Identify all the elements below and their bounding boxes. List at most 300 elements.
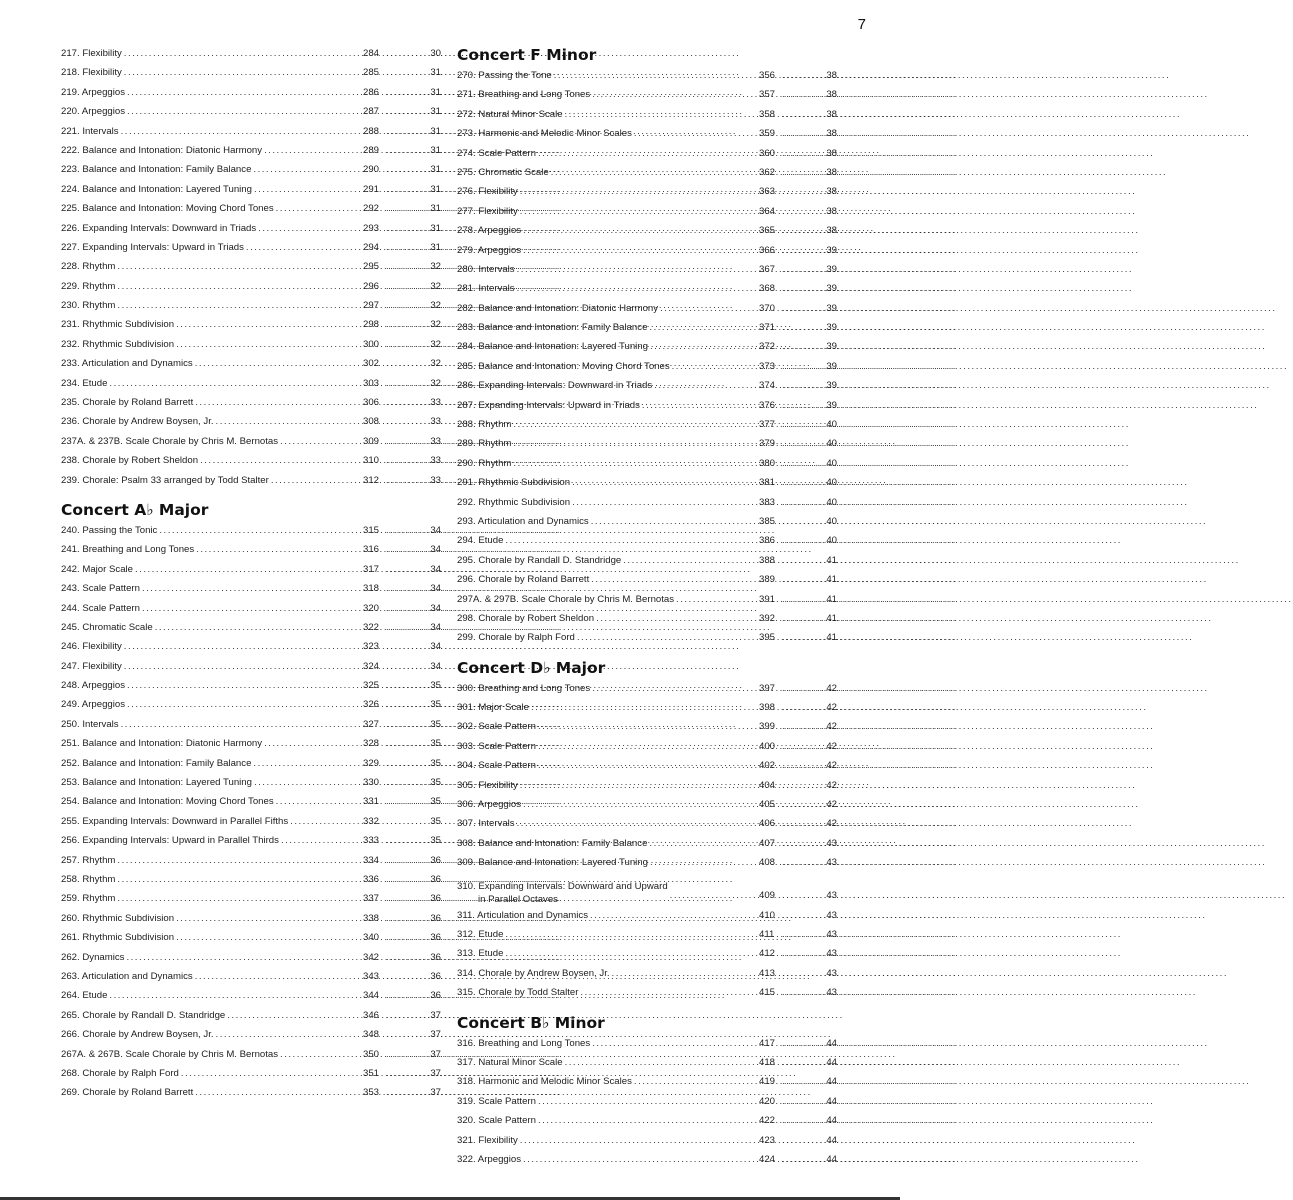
exercise-number: 346 [363, 1009, 380, 1021]
dot-leader [280, 1045, 361, 1064]
dot-leader [386, 1083, 428, 1102]
dot-leader [520, 182, 757, 201]
dot-leader [554, 66, 757, 85]
page-ref: 34 [430, 641, 441, 653]
toc-entry [61, 471, 441, 490]
page-ref: 41 [826, 554, 837, 566]
toc-entry [61, 676, 441, 695]
exercise-number: 308 [363, 416, 380, 428]
toc-entry [457, 1092, 837, 1111]
dot-leader [782, 609, 824, 628]
page-ref: 34 [430, 563, 441, 575]
entry-title: 315. Chorale by Todd Stalter [457, 987, 579, 999]
entry-title: 271. Breathing and Long Tones [457, 89, 591, 101]
toc-entry [61, 637, 441, 656]
dot-leader [386, 851, 428, 870]
entry-title-group [457, 163, 549, 182]
dot-leader [281, 831, 361, 850]
dot-leader [386, 695, 428, 714]
page-ref: 39 [826, 399, 837, 411]
dot-leader [782, 85, 824, 104]
entry-title-group [61, 1006, 225, 1025]
entry-title-group [457, 144, 536, 163]
exercise-number: 397 [759, 682, 776, 694]
page-ref: 36 [430, 932, 441, 944]
exercise-number: 353 [363, 1087, 380, 1099]
toc-entry [61, 560, 441, 579]
entry-title-group [457, 590, 674, 609]
page-ref: 35 [430, 777, 441, 789]
toc-entry [457, 1111, 837, 1130]
toc-entry [61, 374, 441, 393]
dot-leader [386, 393, 428, 412]
entry-title: 294. Etude [457, 535, 504, 547]
page-ref: 34 [430, 524, 441, 536]
page-ref: 38 [826, 166, 837, 178]
page-ref: 38 [826, 128, 837, 140]
entry-title: 237A. & 237B. Scale Chorale by Chris M. Bernotas [61, 435, 279, 447]
toc-entry [61, 773, 441, 792]
page-ref: 42 [826, 799, 837, 811]
page-ref: 31 [430, 67, 441, 79]
page-ref: 36 [430, 893, 441, 905]
page-ref: 36 [430, 912, 441, 924]
toc-entry [61, 354, 441, 373]
section-heading: Concert F Minor [457, 46, 597, 64]
entry-title-group [457, 880, 668, 906]
exercise-number: 373 [759, 360, 776, 372]
toc-entry [457, 925, 837, 944]
dot-leader [782, 679, 824, 698]
dot-leader [782, 163, 824, 182]
dot-leader [386, 160, 428, 179]
page-ref: 42 [826, 702, 837, 714]
entry-title: 267A. & 267B. Scale Chorale by Chris M. Bernotas [61, 1048, 279, 1060]
dot-leader [538, 1092, 757, 1111]
exercise-number: 327 [363, 718, 380, 730]
entry-title: 246. Flexibility [61, 641, 122, 653]
dot-leader [612, 964, 757, 983]
entry-title-group [61, 521, 157, 540]
page-ref: 41 [826, 574, 837, 586]
entry-title: 242. Major Scale [61, 563, 133, 575]
toc-entry [457, 628, 837, 647]
entry-title-group [61, 296, 115, 315]
dot-leader [386, 715, 428, 734]
entry-title: 220. Arpeggios [61, 106, 126, 118]
entry-title: 318. Harmonic and Melodic Minor Scales [457, 1076, 632, 1088]
entry-title-group [61, 928, 174, 947]
entry-title-group [61, 812, 288, 831]
exercise-number: 377 [759, 419, 776, 431]
dot-leader [782, 551, 824, 570]
entry-title-group [457, 814, 515, 833]
dot-leader [280, 432, 361, 451]
exercise-number: 404 [759, 779, 776, 791]
entry-title-group [61, 83, 125, 102]
page-ref: 38 [826, 186, 837, 198]
entry-title-group [457, 299, 658, 318]
dot-leader [505, 531, 757, 550]
dot-leader [782, 1053, 824, 1072]
dot-leader [782, 886, 824, 905]
toc-entry [61, 928, 441, 947]
page-ref: 43 [826, 890, 837, 902]
entry-title-group [61, 870, 115, 889]
entry-title: 226. Expanding Intervals: Downward in Triads [61, 222, 257, 234]
page-ref: 39 [826, 263, 837, 275]
entry-title: 218. Flexibility [61, 67, 122, 79]
entry-title-group [457, 853, 648, 872]
dot-leader [127, 83, 361, 102]
dot-leader [782, 1150, 824, 1169]
entry-title: 287. Expanding Intervals: Upward in Triads [457, 399, 640, 411]
dot-leader [782, 925, 824, 944]
dot-leader [386, 889, 428, 908]
exercise-number: 298 [363, 319, 380, 331]
dot-leader [386, 102, 428, 121]
dot-leader [386, 44, 428, 63]
dot-leader [386, 451, 428, 470]
toc-entry [61, 599, 441, 618]
dot-leader [253, 160, 361, 179]
dot-leader [386, 754, 428, 773]
dot-leader [386, 599, 428, 618]
dot-leader [124, 63, 361, 82]
entry-title: 303. Scale Pattern [457, 740, 536, 752]
page-ref: 40 [826, 457, 837, 469]
dot-leader [538, 756, 757, 775]
dot-leader [782, 357, 824, 376]
entry-title-group [457, 1131, 518, 1150]
entry-title-group [61, 948, 124, 967]
dot-leader [782, 1131, 824, 1150]
exercise-number: 371 [759, 322, 776, 334]
entry-title-group [457, 776, 518, 795]
dot-leader [264, 734, 361, 753]
exercise-number: 303 [363, 377, 380, 389]
page-ref: 43 [826, 857, 837, 869]
toc-entry [457, 1150, 837, 1169]
entry-title-continued: in Parallel Octaves [478, 893, 558, 905]
page-ref: 40 [826, 438, 837, 450]
entry-title: 253. Balance and Intonation: Layered Tuning [61, 777, 252, 789]
toc-entry [457, 279, 837, 298]
dot-leader [572, 493, 757, 512]
page-ref: 35 [430, 815, 441, 827]
toc-entry [61, 44, 441, 63]
page-ref: 33 [430, 397, 441, 409]
page-ref: 43 [826, 837, 837, 849]
exercise-number: 343 [363, 970, 380, 982]
dot-leader [782, 182, 824, 201]
dot-leader [254, 180, 361, 199]
dot-leader [782, 144, 824, 163]
dot-leader [200, 451, 361, 470]
dot-leader [386, 1025, 428, 1044]
page-number: 7 [857, 16, 866, 33]
exercise-number: 419 [759, 1076, 776, 1088]
entry-title: 264. Etude [61, 990, 108, 1002]
toc-entry [61, 180, 441, 199]
toc-entry [457, 221, 837, 240]
toc-entry [61, 967, 441, 986]
toc-entry [457, 1131, 837, 1150]
exercise-number: 296 [363, 280, 380, 292]
dot-leader [782, 906, 824, 925]
page-ref: 31 [430, 144, 441, 156]
toc-entry [61, 754, 441, 773]
entry-title: 290. Rhythm [457, 457, 512, 469]
toc-entry [457, 376, 837, 395]
entry-title: 281. Intervals [457, 283, 515, 295]
dot-leader [124, 44, 361, 63]
dot-leader [109, 986, 361, 1005]
entry-title-group [61, 277, 115, 296]
dot-leader [782, 376, 824, 395]
page-ref: 44 [826, 1134, 837, 1146]
dot-leader [117, 889, 361, 908]
page-ref: 40 [826, 477, 837, 489]
toc-entry [457, 834, 837, 853]
entry-title: 316. Breathing and Long Tones [457, 1037, 591, 1049]
dot-leader [649, 834, 757, 853]
entry-title: 306. Arpeggios [457, 799, 522, 811]
toc-entry [61, 63, 441, 82]
entry-title-group [61, 540, 194, 559]
toc-entry [61, 889, 441, 908]
entry-title: 312. Etude [457, 929, 504, 940]
entry-title-group [61, 1025, 214, 1044]
toc-entry [457, 473, 837, 492]
dot-leader [386, 579, 428, 598]
exercise-number: 405 [759, 799, 776, 811]
dot-leader [523, 241, 757, 260]
dot-leader [654, 376, 757, 395]
entry-title-group [457, 221, 521, 240]
exercise-number: 406 [759, 818, 776, 830]
toc-entry [61, 909, 441, 928]
entry-title: 263. Articulation and Dynamics [61, 970, 193, 982]
dot-leader [782, 698, 824, 717]
dot-leader [276, 792, 361, 811]
entry-title: 272. Natural Minor Scale [457, 108, 563, 120]
page-ref: 40 [826, 535, 837, 547]
entry-title: 241. Breathing and Long Tones [61, 544, 195, 556]
exercise-number: 317 [363, 563, 380, 575]
toc-entry [61, 122, 441, 141]
page-ref: 37 [430, 1009, 441, 1021]
exercise-number: 287 [363, 106, 380, 118]
dot-leader [386, 1006, 428, 1025]
exercise-number: 328 [363, 738, 380, 750]
exercise-number: 318 [363, 583, 380, 595]
page-ref: 44 [826, 1037, 837, 1049]
dot-leader [124, 657, 361, 676]
page-ref: 36 [430, 874, 441, 885]
entry-title-group [457, 756, 536, 775]
exercise-number: 398 [759, 702, 776, 714]
toc-entry [457, 776, 837, 795]
toc-entry [457, 512, 837, 531]
toc-entry [457, 1053, 837, 1072]
entry-title-group [457, 964, 610, 983]
entry-title: 278. Arpeggios [457, 225, 522, 237]
dot-leader [386, 199, 428, 218]
dot-leader [590, 906, 757, 925]
page-ref: 44 [826, 1076, 837, 1088]
page-ref: 35 [430, 738, 441, 750]
entry-title: 221. Intervals [61, 125, 119, 137]
dot-leader [591, 570, 757, 589]
toc-entry [457, 737, 837, 756]
dot-leader [517, 814, 757, 833]
page-ref: 35 [430, 796, 441, 808]
page-ref: 38 [826, 205, 837, 217]
dot-leader [782, 318, 824, 337]
entry-title: 273. Harmonic and Melodic Minor Scales [457, 128, 632, 140]
page-ref: 37 [430, 1048, 441, 1060]
entry-title-group [457, 318, 647, 337]
entry-title: 257. Rhythm [61, 854, 116, 866]
toc-entry [457, 551, 837, 570]
entry-title-group [61, 122, 119, 141]
toc-entry [61, 412, 441, 431]
entry-title: 219. Arpeggios [61, 86, 126, 98]
entry-title: 279. Arpeggios [457, 244, 522, 256]
entry-title: 269. Chorale by Roland Barrett [61, 1087, 194, 1099]
page-ref: 40 [826, 515, 837, 527]
toc-entry [61, 296, 441, 315]
dot-leader [117, 870, 361, 889]
toc-entry [457, 531, 837, 550]
page-ref: 37 [430, 1087, 441, 1099]
entry-title: 230. Rhythm [61, 300, 116, 312]
toc-entry [457, 853, 837, 872]
page-ref: 33 [430, 435, 441, 447]
toc-entry [457, 1072, 837, 1091]
dot-leader [782, 415, 824, 434]
entry-title: 250. Intervals [61, 718, 119, 730]
toc-entry [61, 257, 441, 276]
dot-leader [782, 737, 824, 756]
page-ref: 41 [826, 632, 837, 644]
exercise-number: 374 [759, 380, 776, 392]
dot-leader [109, 374, 361, 393]
entry-title-group [61, 851, 115, 870]
entry-title: 301. Major Scale [457, 702, 529, 714]
entry-title-group [457, 698, 529, 717]
dot-leader [782, 454, 824, 473]
exercise-number: 332 [363, 815, 380, 827]
entry-title: 240. Passing the Tonic [61, 524, 158, 536]
toc-entry [457, 964, 837, 983]
exercise-number: 423 [759, 1134, 776, 1146]
entry-title: 307. Intervals [457, 818, 515, 830]
entry-title: 223. Balance and Intonation: Family Balance [61, 164, 252, 176]
exercise-number: 350 [363, 1048, 380, 1060]
dot-leader [386, 296, 428, 315]
toc-entry [457, 1034, 837, 1053]
entry-title-group [61, 792, 274, 811]
page-ref: 33 [430, 416, 441, 428]
entry-title-group [457, 834, 647, 853]
entry-title-group [61, 63, 122, 82]
page-ref: 39 [826, 322, 837, 334]
dot-leader [520, 1131, 757, 1150]
page-ref: 42 [826, 760, 837, 772]
page-ref: 38 [826, 225, 837, 237]
dot-leader [782, 279, 824, 298]
dot-leader [386, 354, 428, 373]
dot-leader [782, 299, 824, 318]
toc-entry [61, 521, 441, 540]
exercise-number: 385 [759, 515, 776, 527]
toc-entry [61, 734, 441, 753]
toc-entry [457, 873, 837, 906]
exercise-number: 338 [363, 912, 380, 924]
dot-leader [782, 434, 824, 453]
toc-entry [61, 792, 441, 811]
dot-leader [159, 521, 361, 540]
page-ref: 44 [826, 1115, 837, 1127]
dot-leader [126, 948, 361, 967]
exercise-number: 420 [759, 1095, 776, 1107]
page-ref: 38 [826, 108, 837, 120]
entry-title: 284. Balance and Intonation: Layered Tuning [457, 341, 648, 353]
page-ref: 43 [826, 967, 837, 979]
toc-entry [61, 393, 441, 412]
page-ref: 44 [826, 1056, 837, 1068]
exercise-number: 306 [363, 397, 380, 409]
dot-leader [386, 63, 428, 82]
dot-leader [386, 618, 428, 637]
entry-title: 244. Scale Pattern [61, 602, 140, 614]
dot-leader [121, 122, 361, 141]
entry-title: 243. Scale Pattern [61, 583, 140, 595]
dot-leader [577, 628, 757, 647]
toc-entry [457, 241, 837, 260]
exercise-number: 285 [363, 67, 380, 79]
toc-entry [61, 199, 441, 218]
page-ref: 32 [430, 338, 441, 350]
dot-leader [517, 279, 757, 298]
dot-leader [386, 986, 428, 1005]
dot-leader [782, 493, 824, 512]
dot-leader [386, 141, 428, 160]
dot-leader [176, 909, 361, 928]
dot-leader [782, 944, 824, 963]
exercise-number: 326 [363, 699, 380, 711]
entry-title: 259. Rhythm [61, 893, 116, 905]
entry-title: 255. Expanding Intervals: Downward in Parallel Fifths [61, 815, 289, 827]
dot-leader [386, 374, 428, 393]
dot-leader [782, 834, 824, 853]
entry-title-group [61, 1083, 193, 1102]
dot-leader [592, 85, 757, 104]
exercise-number: 324 [363, 660, 380, 672]
dot-leader [135, 560, 361, 579]
toc-entry [457, 679, 837, 698]
entry-title: 233. Articulation and Dynamics [61, 358, 193, 370]
dot-leader [782, 66, 824, 85]
toc-entry [61, 83, 441, 102]
entry-title: 305. Flexibility [457, 779, 518, 791]
exercise-number: 336 [363, 874, 380, 885]
toc-entry [457, 396, 837, 415]
entry-title-group [61, 986, 107, 1005]
entry-title-group [61, 102, 125, 121]
